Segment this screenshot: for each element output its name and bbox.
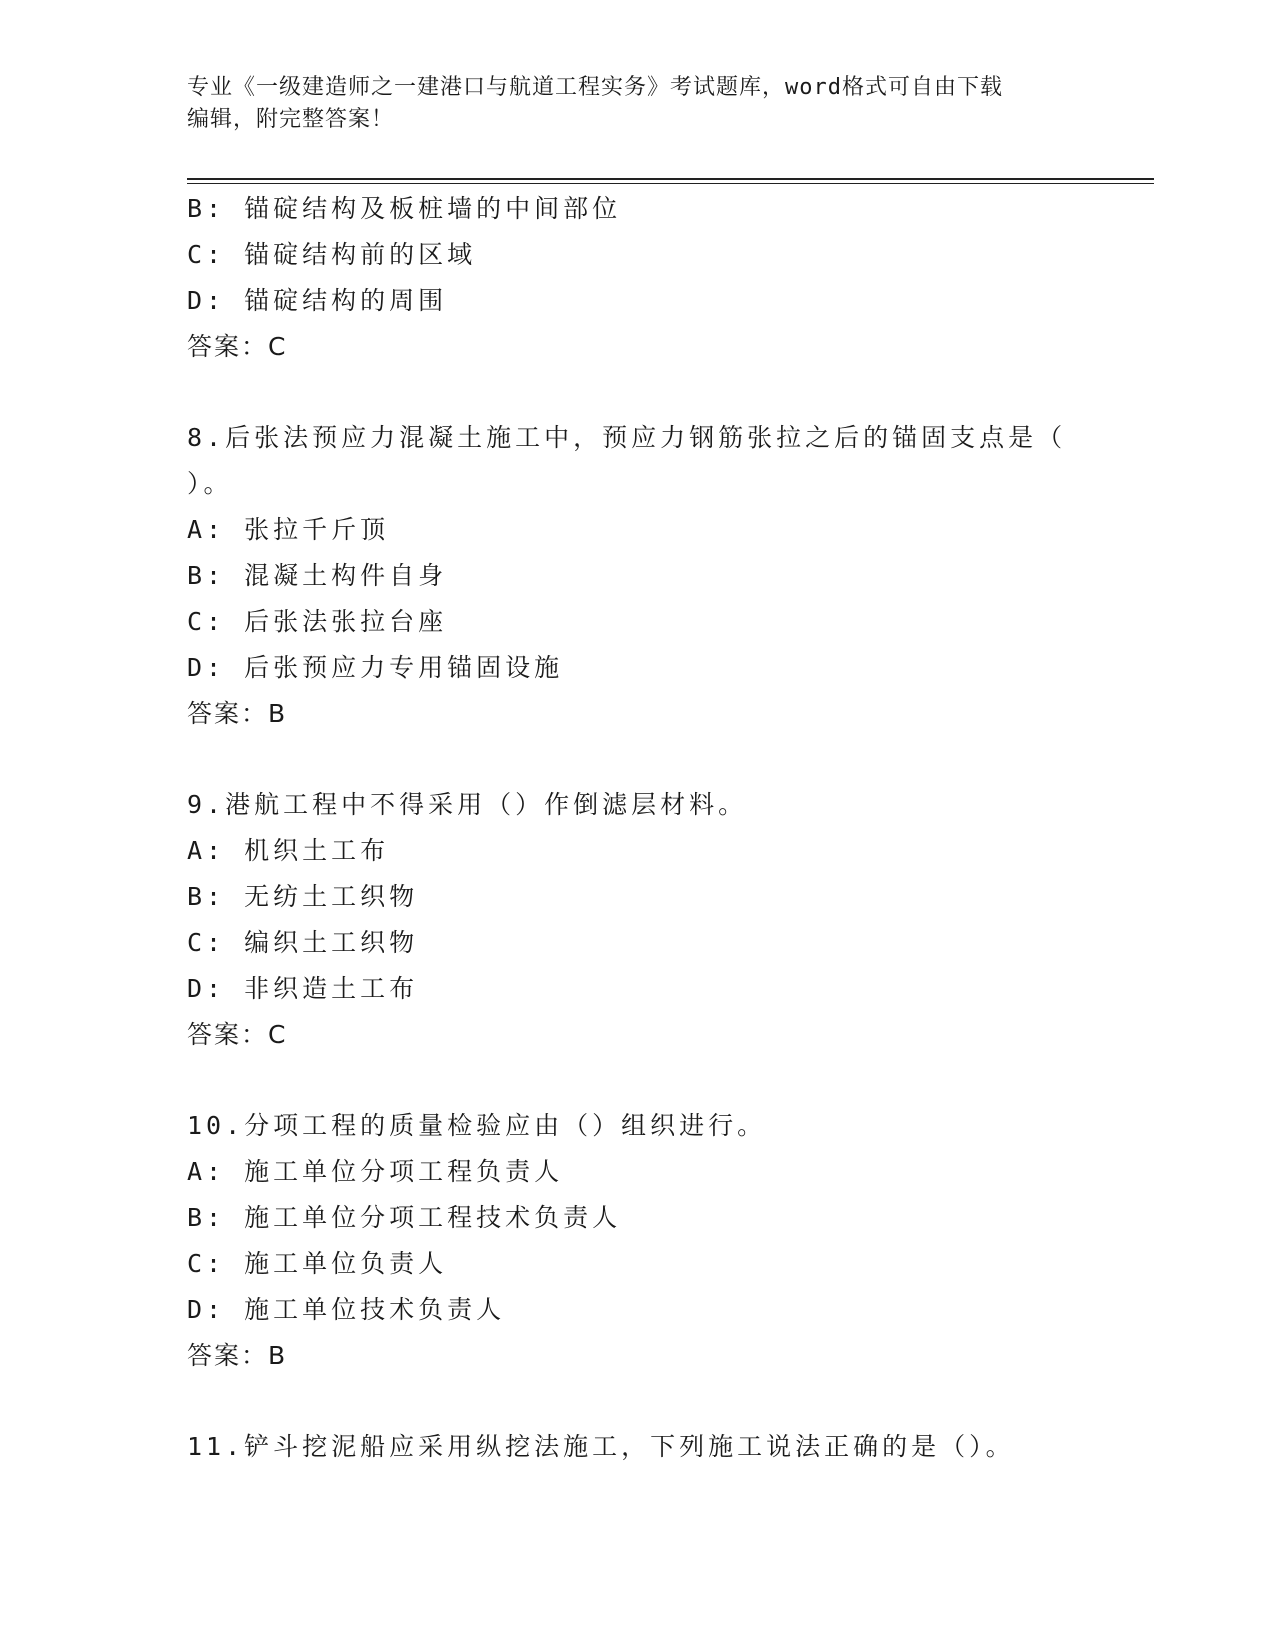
question-stem: 8.后张法预应力混凝土施工中，预应力钢筋张拉之后的锚固支点是（: [187, 423, 1067, 452]
option-c: C: 后张法张拉台座: [187, 607, 448, 636]
option-c: C: 施工单位负责人: [187, 1249, 448, 1278]
answer-line: 答案：B: [187, 1341, 288, 1370]
option-a: A: 张拉千斤顶: [187, 515, 390, 544]
option-d: D: 非织造土工布: [187, 974, 419, 1003]
option-d: D: 后张预应力专用锚固设施: [187, 653, 564, 682]
option-a: A: 施工单位分项工程负责人: [187, 1157, 564, 1186]
answer-line: 答案：C: [187, 1020, 288, 1049]
option-d: D: 锚碇结构的周围: [187, 286, 448, 315]
option-b: B: 混凝土构件自身: [187, 561, 448, 590]
option-c: C: 编织土工织物: [187, 928, 419, 957]
question-block-prev: [187, 186, 1087, 370]
question-stem: 10.分项工程的质量检验应由（）组织进行。: [187, 1111, 767, 1140]
answer-line: 答案：C: [187, 332, 288, 361]
question-list: [187, 186, 1087, 1470]
question-block-8: [187, 415, 1087, 737]
question-stem: 9.港航工程中不得采用（）作倒滤层材料。: [187, 790, 748, 819]
option-b: B: 锚碇结构及板桩墙的中间部位: [187, 194, 622, 223]
option-b: B: 无纺土工织物: [187, 882, 419, 911]
option-c: C: 锚碇结构前的区域: [187, 240, 477, 269]
header-divider-thick: [187, 178, 1154, 180]
header-line-1: 专业《一级建造师之一建港口与航道工程实务》考试题库，word格式可自由下载: [187, 75, 1003, 100]
question-stem: 11.铲斗挖泥船应采用纵挖法施工，下列施工说法正确的是（）。: [187, 1432, 1015, 1461]
question-block-11: [187, 1424, 1087, 1470]
header-line-2: 编辑，附完整答案！: [187, 107, 395, 132]
answer-line: 答案：B: [187, 699, 288, 728]
option-a: A: 机织土工布: [187, 836, 390, 865]
option-b: B: 施工单位分项工程技术负责人: [187, 1203, 622, 1232]
header-divider-thin: [187, 183, 1154, 184]
question-block-10: [187, 1103, 1087, 1379]
question-block-9: [187, 782, 1087, 1058]
document-header: [187, 72, 1087, 136]
option-d: D: 施工单位技术负责人: [187, 1295, 506, 1324]
question-stem-continued: ）。: [187, 469, 233, 498]
